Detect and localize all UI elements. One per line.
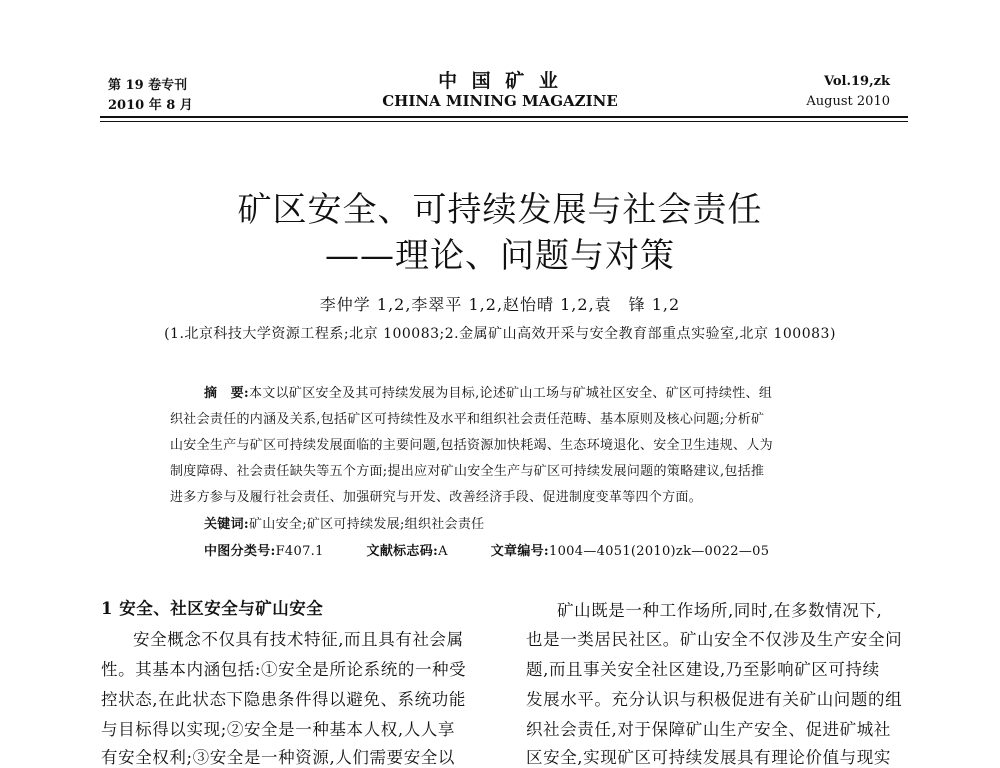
abstract-first-line (204, 382, 772, 401)
body-line: 区安全,实现矿区可持续发展具有理论价值与现实 (526, 748, 891, 767)
body-line: 发展水平。充分认识与积极促进有关矿山问题的组 (526, 690, 903, 709)
header-rule-thick (100, 116, 908, 118)
abstract-line: 山安全生产与矿区可持续发展面临的主要问题,包括资源加快耗竭、生态环境退化、安全卫生违规、人为 (170, 438, 773, 453)
body-line: 有安全权利;③安全是一种资源,人们需要安全以 (101, 748, 456, 767)
journal-title-cn: 中 国 矿 业 (438, 70, 562, 92)
volume-label: Vol.19,zk (823, 74, 890, 89)
body-line: 与目标得以实现;②安全是一种基本人权,人人享 (101, 720, 456, 739)
section-heading: 1 安全、社区安全与矿山安全 (101, 599, 324, 618)
article-number-label: 文章编号: (490, 544, 550, 559)
body-line: 也是一类居民社区。矿山安全不仅涉及生产安全问 (526, 630, 903, 649)
affiliation: (1.北京科技大学资源工程系;北京 100083;2.金属矿山高效开采与安全教育部重点实验室,北京 100083) (164, 326, 836, 342)
body-line: 题,而且事关安全社区建设,乃至影响矿区可持续 (526, 660, 880, 679)
header-rule-thin (100, 121, 908, 122)
journal-title-en: CHINA MINING MAGAZINE (382, 92, 618, 110)
keywords-label: 关键词: (204, 517, 249, 532)
body-line: 安全概念不仅具有技术特征,而且具有社会属 (133, 630, 464, 649)
article-number: 1004—4051(2010)zk—0022—05 (549, 544, 770, 559)
abstract-label: 摘 要: (204, 386, 249, 401)
doc-code-label: 文献标志码: (366, 544, 439, 559)
abstract-line: 本文以矿区安全及其可持续发展为目标,论述矿山工场与矿城社区安全、矿区可持续性、组 (249, 386, 773, 401)
body-line: 矿山既是一种工作场所,同时,在多数情况下, (557, 601, 883, 620)
clc-code: F407.1 (275, 544, 324, 559)
issue-date: 2010 年 8 月 (108, 98, 193, 113)
abstract-line: 制度障碍、社会责任缺失等五个方面;提出应对矿山安全生产与矿区可持续发展问题的策略建议,包括推 (170, 464, 765, 479)
abstract-line: 进多方参与及履行社会责任、加强研究与开发、改善经济手段、促进制度变革等四个方面。 (170, 490, 703, 505)
abstract-line: 织社会责任的内涵及关系,包括矿区可持续性及水平和组织社会责任范畴、基本原则及核心问题;分析矿 (170, 412, 765, 427)
doc-code: A (438, 544, 448, 559)
article-title-line2: ——理论、问题与对策 (325, 236, 675, 276)
clc-label: 中图分类号: (204, 544, 276, 559)
body-line: 控状态,在此状态下隐患条件得以避免、系统功能 (101, 690, 466, 709)
date-en: August 2010 (806, 94, 890, 109)
authors: 李仲学 1,2,李翠平 1,2,赵怡晴 1,2,袁 锋 1,2 (319, 295, 681, 314)
body-line: 织社会责任,对于保障矿山生产安全、促进矿城社 (526, 720, 891, 739)
issue-label: 第 19 卷专刊 (108, 78, 188, 93)
keywords-text: 矿山安全;矿区可持续发展;组织社会责任 (249, 517, 485, 532)
article-title-line1: 矿区安全、可持续发展与社会责任 (237, 190, 763, 230)
body-line: 性。其基本内涵包括:①安全是所论系统的一种受 (101, 660, 467, 679)
keywords (204, 513, 484, 532)
classification-row (204, 540, 769, 559)
